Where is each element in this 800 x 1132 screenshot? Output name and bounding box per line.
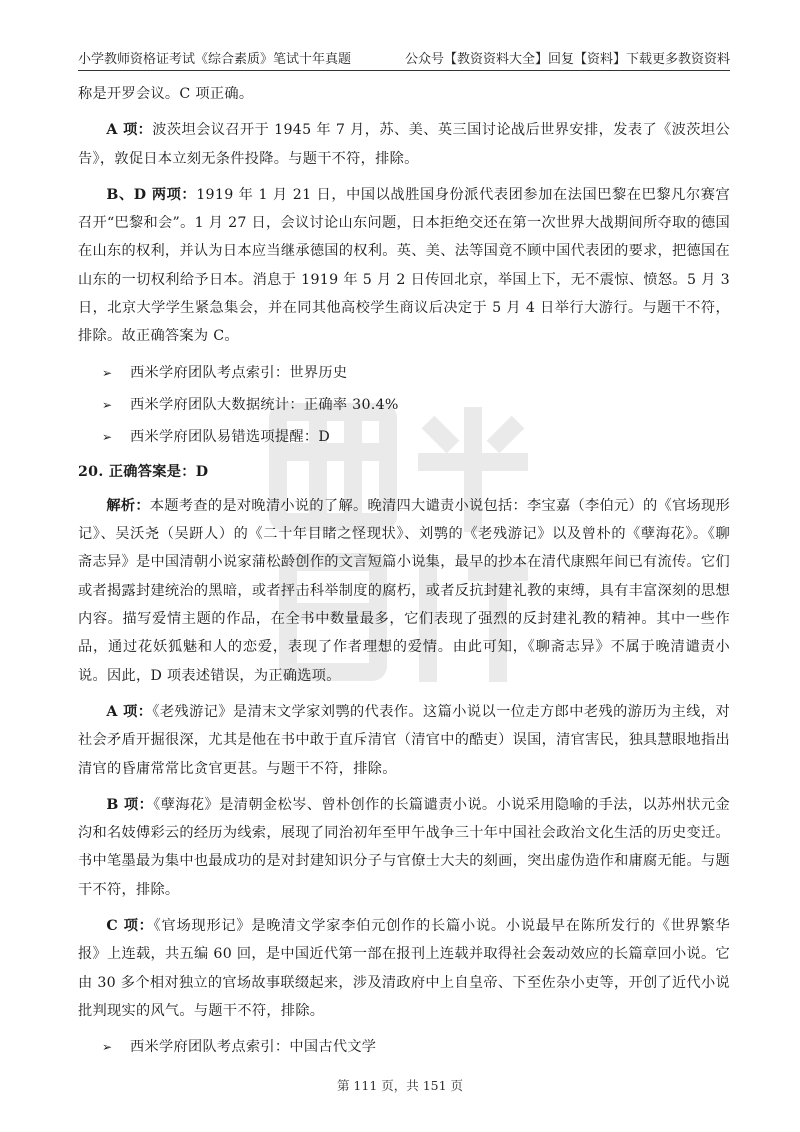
header-title: 小学教师资格证考试《综合素质》笔试十年真题	[78, 52, 352, 67]
option-b2-text: 《孽海花》是清朝金松岑、曾朴创作的长篇谴责小说。小说采用隐喻的手法，以苏州状元金汮和名妓傅彩云的经历为线索，展现了同治初年至甲午战争三十年中国社会政治文化生活的历史变迁。书中笔墨最为集中也最成功的是对封建知识分子与官僚士大夫的刻画，突出虚伪造作和庸腐无能。与题干不符，排除。	[78, 796, 730, 898]
header-rule	[78, 70, 730, 71]
bullet-list-1	[78, 359, 730, 452]
arrow-bullet-icon: ➢	[102, 365, 113, 380]
bullet-list-2	[78, 1033, 730, 1061]
option-a-paragraph	[78, 116, 730, 173]
arrow-bullet-icon: ➢	[102, 397, 113, 412]
option-bd-label: B、D 两项：	[106, 186, 197, 203]
option-b2-paragraph	[78, 791, 730, 904]
page-footer: 第 111 页，共 151 页	[336, 1078, 464, 1093]
option-a-text: 波茨坦会议召开于 1945 年 7 月，苏、美、英三国讨论战后世界安排，发表了《波茨坦公告》，敦促日本立刻无条件投降。与题干不符，排除。	[78, 122, 730, 167]
list-item: ➢ 西米学府团队易错选项提醒：D	[78, 423, 730, 451]
option-c2-paragraph	[78, 912, 730, 1025]
option-bd-paragraph	[78, 181, 730, 351]
option-bd-text: 1919 年 1 月 21 日，中国以战胜国身份派代表团参加在法国巴黎在巴黎凡尔赛宫召开“巴黎和会”。1 月 27 日，会议讨论山东问题，日本拒绝交还在第一次世界大战期间所夺取的德国在山东的权利，并认为日本应当继承德国的权利。英、美、法等国竟不顾中国代表团的要求，把德国在山东的一切权利给予日本。消息于 1919 年 5 月 2 日传回北京，举国上下，无不震惊、愤怒。5 月 3 日，北京大学学生紧急集会，并在同其他高校学生商议后决定于 5 月 4 日举行大游行。与题干不符，排除。故正确答案为 C。	[78, 186, 730, 345]
page-content	[78, 80, 730, 1068]
analysis-paragraph	[78, 492, 730, 690]
option-a2-label: A 项：	[106, 703, 153, 720]
page-header	[78, 46, 730, 68]
arrow-bullet-icon: ➢	[102, 430, 113, 445]
question-20-answer: 20. 正确答案是：D	[78, 463, 209, 480]
option-b2-label: B 项：	[106, 796, 154, 813]
header-promo: 公众号【教资资料大全】回复【资料】下载更多教资资料	[404, 52, 730, 67]
option-a-label: A 项：	[106, 122, 153, 139]
option-a2-text: 《老残游记》是清末文学家刘鹗的代表作。这篇小说以一位走方郎中老残的游历为主线，对社会矛盾开掘很深，尤其是他在书中敢于直斥清官（清官中的酷吏）误国，清官害民，独具慧眼地指出清官的昏庸常常比贪官更甚。与题干不符，排除。	[78, 703, 730, 777]
option-c2-label: C 项：	[106, 918, 154, 935]
analysis-text: 本题考查的是对晚清小说的了解。晚清四大谴责小说包括：李宝嘉（李伯元）的《官场现形记》、吴沃尧（吴趼人）的《二十年目睹之怪现状》、刘鹗的《老残游记》以及曾朴的《孽海花》。《聊斋志异》是中国清朝小说家蒲松龄创作的文言短篇小说集，最早的抄本在清代康熙年间已有流传。它们或者揭露封建统治的黑暗，或者抨击科举制度的腐朽，或者反抗封建礼教的束缚，具有丰富深刻的思想内容。描写爱情主题的作品，在全书中数量最多，它们表现了强烈的反封建礼教的精神。其中一些作品，通过花妖狐魅和人的恋爱，表现了作者理想的爱情。由此可知，《聊斋志异》不属于晚清谴责小说。因此，D 项表述错误，为正确选项。	[78, 497, 730, 684]
intro-paragraph: 称是开罗会议。C 项正确。	[78, 86, 254, 102]
option-c2-text: 《官场现形记》是晚清文学家李伯元创作的长篇小说。小说最早在陈所发行的《世界繁华报》上连载，共五编 60 回，是中国近代第一部在报刊上连载并取得社会轰动效应的长篇章回小说。它由 30 多个相对独立的官场故事联缀起来，涉及清政府中上自皇帝、下至佐杂小吏等，开创了近代小说批判现实的风气。与题干不符，排除。	[78, 918, 730, 1019]
list-item: ➢ 西米学府团队考点索引：中国古代文学	[78, 1033, 730, 1061]
list-item: ➢ 西米学府团队大数据统计：正确率 30.4%	[78, 391, 730, 419]
analysis-label: 解析：	[106, 497, 150, 514]
option-a2-paragraph	[78, 698, 730, 783]
list-item: ➢ 西米学府团队考点索引：世界历史	[78, 359, 730, 387]
arrow-bullet-icon: ➢	[102, 1040, 113, 1055]
